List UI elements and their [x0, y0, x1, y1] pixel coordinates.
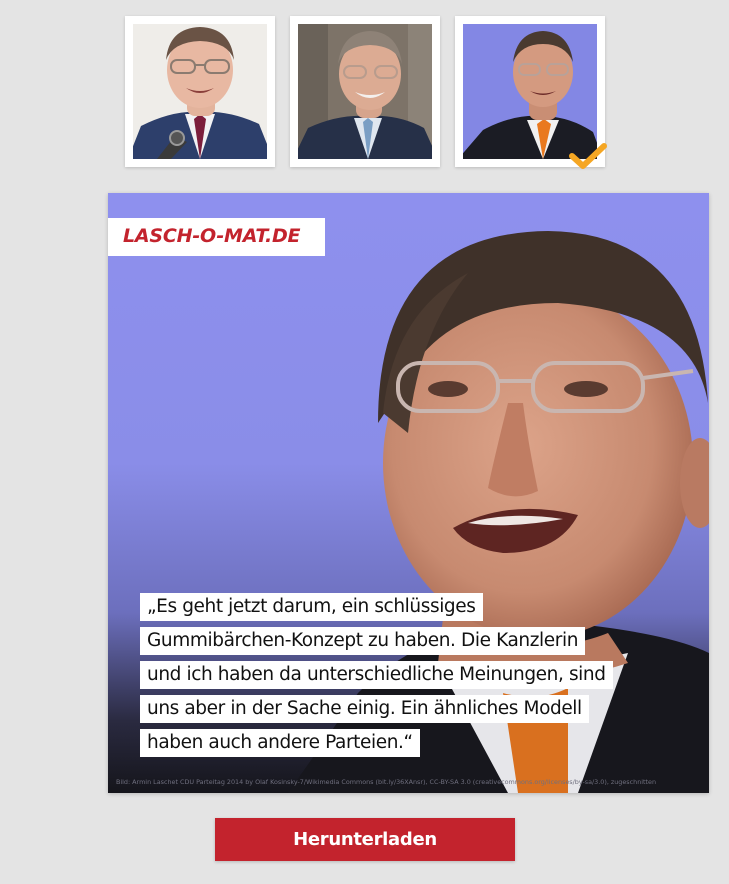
quote-line: „Es geht jetzt darum, ein schlüssiges	[140, 590, 680, 624]
quote-line: Gummibärchen-Konzept zu haben. Die Kanzlerin	[140, 624, 680, 658]
portrait-thumbnail-2[interactable]	[290, 16, 440, 167]
quote-text	[140, 590, 680, 760]
portrait-thumbnail-1[interactable]	[125, 16, 275, 167]
image-credit: Bild: Armin Laschet CDU Parteitag 2014 by Olaf Kosinsky-7/Wikimedia Commons (bit.ly/36XAnsr), CC-BY-SA 3.0 (creativecommons.org/licenses/by-sa/3.0), zugeschnitten	[116, 778, 657, 786]
portrait-photo-1	[133, 24, 267, 159]
checkmark-icon	[566, 139, 610, 173]
download-button[interactable]: Herunterladen	[215, 818, 515, 861]
site-logo: LASCH-O-MAT.DE	[123, 225, 301, 247]
portrait-photo-2	[298, 24, 432, 159]
quote-line: haben auch andere Parteien.“	[140, 726, 680, 760]
site-logo-box	[108, 218, 325, 256]
quote-line: und ich haben da unterschiedliche Meinungen, sind	[140, 658, 680, 692]
quote-line: uns aber in der Sache einig. Ein ähnliches Modell	[140, 692, 680, 726]
